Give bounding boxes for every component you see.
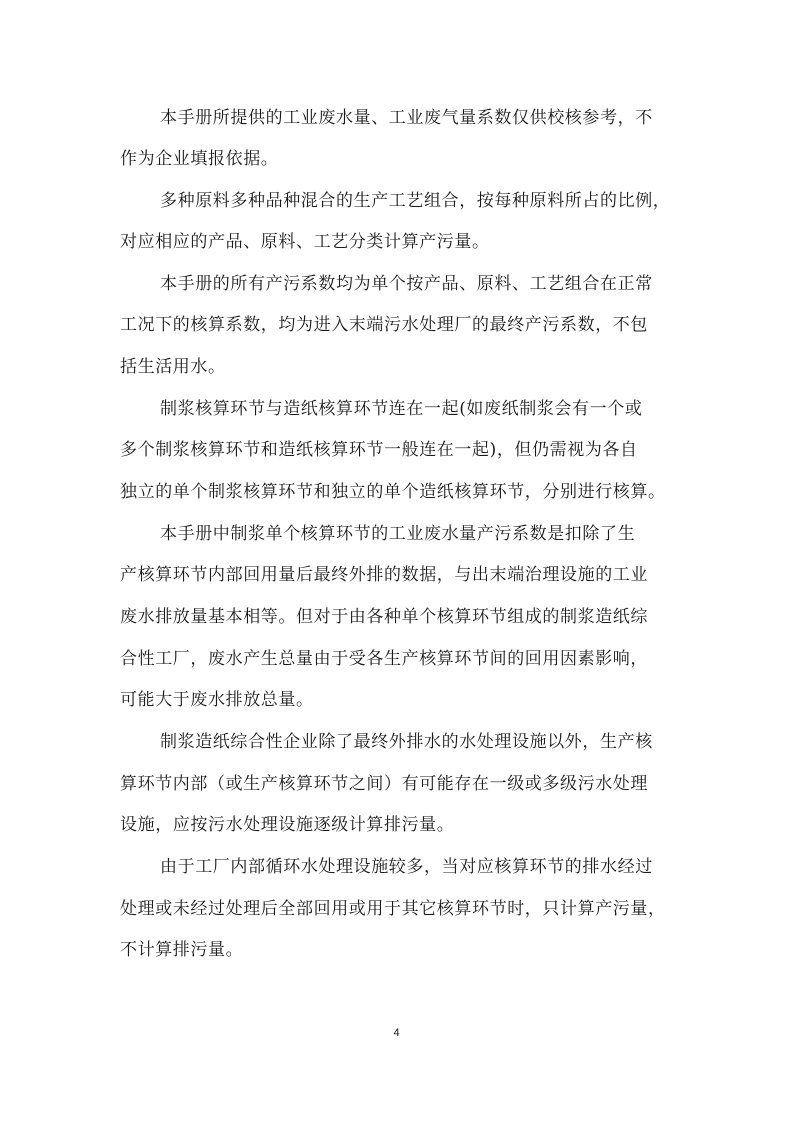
paragraph-3-line-3: 括生活用水。 (120, 357, 226, 377)
paragraph-5-line-2: 产核算环节内部回用量后最终外排的数据，与出末端治理设施的工业 (120, 565, 648, 585)
paragraph-4-line-2: 多个制浆核算环节和造纸核算环节一般连在一起)，但仍需视为各自 (120, 440, 638, 460)
paragraph-3-line-2: 工况下的核算系数，均为进入末端污水处理厂的最终产污系数，不包 (120, 315, 648, 335)
paragraph-3-line-1: 本手册的所有产污系数均为单个按产品、原料、工艺组合在正常 (160, 274, 653, 294)
paragraph-1-line-2: 作为企业填报依据。 (120, 149, 279, 169)
paragraph-6-line-1: 制浆造纸综合性企业除了最终外排水的水处理设施以外，生产核 (160, 732, 653, 752)
paragraph-1-line-1: 本手册所提供的工业废水量、工业废气量系数仅供校核参考，不 (160, 108, 653, 128)
paragraph-6-line-3: 设施，应按污水处理设施逐级计算排污量。 (120, 815, 455, 835)
paragraph-4-line-1: 制浆核算环节与造纸核算环节连在一起(如废纸制浆会有一个或 (160, 399, 643, 419)
paragraph-7-line-2: 处理或未经过处理后全部回用或用于其它核算环节时，只计算产污量， (120, 899, 666, 919)
paragraph-5-line-5: 可能大于废水排放总量。 (120, 690, 314, 710)
paragraph-5-line-1: 本手册中制浆单个核算环节的工业废水量产污系数是扣除了生 (160, 524, 636, 544)
paragraph-2-line-2: 对应相应的产品、原料、工艺分类计算产污量。 (120, 232, 490, 252)
paragraph-2-line-1: 多种原料多种品种混合的生产工艺组合，按每种原料所占的比例， (160, 191, 671, 211)
paragraph-4-line-3: 独立的单个制浆核算环节和独立的单个造纸核算环节，分别进行核算。 (120, 482, 666, 502)
paragraph-7-line-3: 不计算排污量。 (120, 940, 244, 960)
paragraph-5-line-4: 合性工厂，废水产生总量由于受各生产核算环节间的回用因素影响， (120, 649, 648, 669)
paragraph-6-line-2: 算环节内部（或生产核算环节之间）有可能存在一级或多级污水处理 (120, 774, 648, 794)
page-number: 4 (393, 1027, 400, 1039)
paragraph-5-line-3: 废水排放量基本相等。但对于由各种单个核算环节组成的制浆造纸综 (120, 607, 648, 627)
paragraph-7-line-1: 由于工厂内部循环水处理设施较多，当对应核算环节的排水经过 (160, 857, 653, 877)
